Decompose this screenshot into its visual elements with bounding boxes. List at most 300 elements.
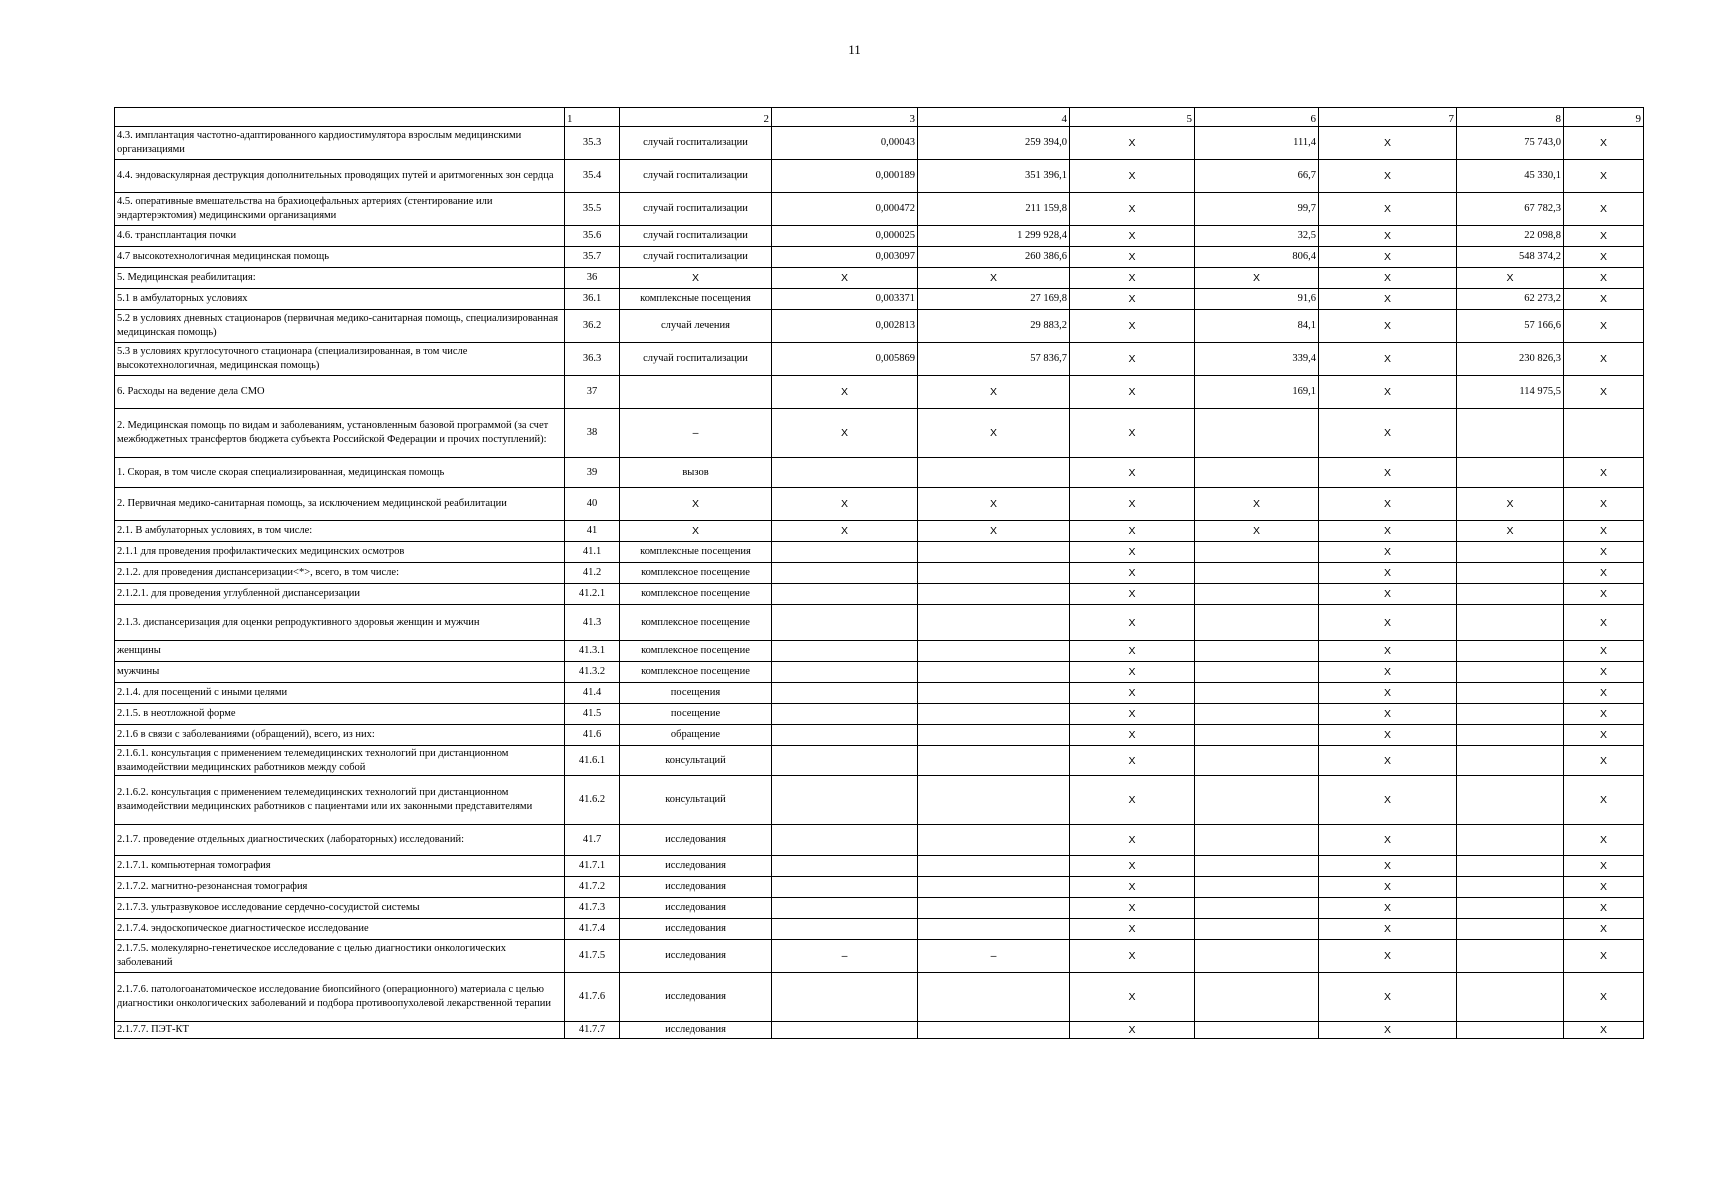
row-name-cell: 2.1.6.2. консультация с применением телемедицинских технологий при дистанционном взаимодействии медицинских работников с пациентами или их законными представителями (115, 776, 565, 825)
row-col8-cell (1457, 940, 1564, 973)
row-col4-cell (918, 919, 1070, 940)
table-row (115, 343, 1644, 376)
header-cell: 8 (1457, 108, 1564, 127)
header-row (115, 108, 1644, 127)
row-code-cell: 41.6.1 (565, 746, 620, 776)
row-code-cell: 35.4 (565, 160, 620, 193)
row-unit-cell: X (620, 521, 772, 542)
row-col9-cell (1564, 409, 1644, 458)
row-unit-cell: комплексные посещения (620, 542, 772, 563)
row-col8-cell (1457, 683, 1564, 704)
row-name-cell: 2.1.3. диспансеризация для оценки репродуктивного здоровья женщин и мужчин (115, 605, 565, 641)
row-col5-cell: X (1070, 289, 1195, 310)
row-col9-cell: X (1564, 310, 1644, 343)
row-code-cell: 41.3.2 (565, 662, 620, 683)
row-col7-cell: X (1319, 973, 1457, 1022)
row-unit-cell: посещение (620, 704, 772, 725)
row-col3-cell (772, 725, 918, 746)
row-col9-cell: X (1564, 1022, 1644, 1039)
row-col8-cell (1457, 973, 1564, 1022)
row-col9-cell: X (1564, 919, 1644, 940)
row-code-cell: 36.2 (565, 310, 620, 343)
table-row (115, 268, 1644, 289)
row-col6-cell (1195, 584, 1319, 605)
row-col5-cell: X (1070, 704, 1195, 725)
row-col7-cell: X (1319, 898, 1457, 919)
row-code-cell: 36 (565, 268, 620, 289)
row-col9-cell: X (1564, 521, 1644, 542)
row-col4-cell (918, 825, 1070, 856)
row-col6-cell (1195, 898, 1319, 919)
row-col4-cell (918, 898, 1070, 919)
row-col6-cell (1195, 725, 1319, 746)
row-code-cell: 41.5 (565, 704, 620, 725)
row-unit-cell: исследования (620, 856, 772, 877)
row-name-cell: 2. Медицинская помощь по видам и заболеваниям, установленным базовой программой (за счет межбюджетных трансфертов бюджета субъекта Российской Федерации и прочих поступлений): (115, 409, 565, 458)
row-col5-cell: X (1070, 641, 1195, 662)
row-col7-cell: X (1319, 193, 1457, 226)
row-col9-cell: X (1564, 584, 1644, 605)
row-col5-cell: X (1070, 973, 1195, 1022)
row-col7-cell: X (1319, 127, 1457, 160)
row-code-cell: 41.7 (565, 825, 620, 856)
row-col6-cell (1195, 563, 1319, 584)
row-code-cell: 41.3.1 (565, 641, 620, 662)
row-col7-cell: X (1319, 268, 1457, 289)
row-col3-cell (772, 542, 918, 563)
row-col3-cell (772, 683, 918, 704)
row-name-cell: 5.3 в условиях круглосуточного стационара (специализированная, в том числе высокотехнологичная, медицинская помощь) (115, 343, 565, 376)
row-col6-cell: X (1195, 268, 1319, 289)
row-col9-cell: X (1564, 641, 1644, 662)
row-code-cell: 41.7.2 (565, 877, 620, 898)
row-col4-cell: X (918, 521, 1070, 542)
row-col7-cell: X (1319, 605, 1457, 641)
table-row (115, 376, 1644, 409)
row-unit-cell: случай лечения (620, 310, 772, 343)
row-col8-cell (1457, 563, 1564, 584)
table-row (115, 877, 1644, 898)
header-cell: 3 (772, 108, 918, 127)
table-row (115, 247, 1644, 268)
row-unit-cell: случай госпитализации (620, 343, 772, 376)
row-col6-cell (1195, 409, 1319, 458)
row-col9-cell: X (1564, 973, 1644, 1022)
row-code-cell: 37 (565, 376, 620, 409)
row-col7-cell: X (1319, 563, 1457, 584)
row-code-cell: 41.6 (565, 725, 620, 746)
row-unit-cell: исследования (620, 919, 772, 940)
row-col7-cell: X (1319, 488, 1457, 521)
row-col7-cell: X (1319, 584, 1457, 605)
row-unit-cell: комплексное посещение (620, 563, 772, 584)
row-col4-cell: 211 159,8 (918, 193, 1070, 226)
row-name-cell: 4.4. эндоваскулярная деструкция дополнительных проводящих путей и аритмогенных зон сердца (115, 160, 565, 193)
row-code-cell: 39 (565, 458, 620, 488)
row-col6-cell: 91,6 (1195, 289, 1319, 310)
row-col5-cell: X (1070, 898, 1195, 919)
row-col4-cell (918, 746, 1070, 776)
row-col8-cell: 22 098,8 (1457, 226, 1564, 247)
row-col7-cell: X (1319, 376, 1457, 409)
row-col7-cell: X (1319, 226, 1457, 247)
row-code-cell: 41.1 (565, 542, 620, 563)
row-name-cell: 2.1. В амбулаторных условиях, в том числе: (115, 521, 565, 542)
row-name-cell: 2.1.7.7. ПЭТ-КТ (115, 1022, 565, 1039)
table-row (115, 409, 1644, 458)
row-col5-cell: X (1070, 1022, 1195, 1039)
row-col4-cell: 259 394,0 (918, 127, 1070, 160)
row-col3-cell: 0,003097 (772, 247, 918, 268)
row-name-cell: 5. Медицинская реабилитация: (115, 268, 565, 289)
row-col8-cell: X (1457, 488, 1564, 521)
row-col6-cell (1195, 662, 1319, 683)
row-name-cell: мужчины (115, 662, 565, 683)
row-col5-cell: X (1070, 343, 1195, 376)
row-unit-cell: исследования (620, 1022, 772, 1039)
row-col4-cell: X (918, 488, 1070, 521)
row-col9-cell: X (1564, 725, 1644, 746)
row-col5-cell: X (1070, 856, 1195, 877)
row-col5-cell: X (1070, 409, 1195, 458)
row-unit-cell: исследования (620, 940, 772, 973)
table-row (115, 776, 1644, 825)
row-name-cell: 2.1.7.3. ультразвуковое исследование сердечно-сосудистой системы (115, 898, 565, 919)
row-code-cell: 38 (565, 409, 620, 458)
row-col5-cell: X (1070, 247, 1195, 268)
row-col6-cell (1195, 856, 1319, 877)
row-col5-cell: X (1070, 825, 1195, 856)
row-col4-cell: 57 836,7 (918, 343, 1070, 376)
row-col6-cell: X (1195, 521, 1319, 542)
table-row (115, 641, 1644, 662)
row-col8-cell (1457, 542, 1564, 563)
row-name-cell: 4.7 высокотехнологичная медицинская помощь (115, 247, 565, 268)
row-col8-cell (1457, 605, 1564, 641)
table-row (115, 310, 1644, 343)
row-col4-cell: 1 299 928,4 (918, 226, 1070, 247)
row-name-cell: женщины (115, 641, 565, 662)
row-col3-cell: 0,005869 (772, 343, 918, 376)
row-col3-cell (772, 1022, 918, 1039)
row-name-cell: 2.1.7.6. патологоанатомическое исследование биопсийного (операционного) материала с целью диагностики онкологических заболеваний и подбора противоопухолевой лекарственной терапии (115, 973, 565, 1022)
row-name-cell: 2.1.7.4. эндоскопическое диагностическое исследование (115, 919, 565, 940)
row-col6-cell (1195, 877, 1319, 898)
table-row (115, 662, 1644, 683)
row-col3-cell: 0,000025 (772, 226, 918, 247)
row-col6-cell (1195, 776, 1319, 825)
row-code-cell: 36.1 (565, 289, 620, 310)
row-col3-cell: 0,000189 (772, 160, 918, 193)
row-col4-cell (918, 641, 1070, 662)
row-col8-cell: 230 826,3 (1457, 343, 1564, 376)
table-row (115, 488, 1644, 521)
row-col9-cell: X (1564, 127, 1644, 160)
row-name-cell: 4.5. оперативные вмешательства на брахиоцефальных артериях (стентирование или эндартерэктомия) медицинскими организациями (115, 193, 565, 226)
row-col4-cell (918, 563, 1070, 584)
row-col8-cell (1457, 704, 1564, 725)
row-col9-cell: X (1564, 458, 1644, 488)
table-row (115, 160, 1644, 193)
row-code-cell: 35.3 (565, 127, 620, 160)
row-col4-cell (918, 1022, 1070, 1039)
row-col6-cell (1195, 605, 1319, 641)
table-row (115, 898, 1644, 919)
row-col3-cell: 0,002813 (772, 310, 918, 343)
row-name-cell: 2.1.2. для проведения диспансеризации<*>, всего, в том числе: (115, 563, 565, 584)
row-unit-cell: комплексное посещение (620, 641, 772, 662)
row-col5-cell: X (1070, 226, 1195, 247)
table-row (115, 193, 1644, 226)
row-code-cell: 41.7.6 (565, 973, 620, 1022)
row-col7-cell: X (1319, 940, 1457, 973)
row-col8-cell (1457, 919, 1564, 940)
row-col3-cell: X (772, 268, 918, 289)
row-col5-cell: X (1070, 193, 1195, 226)
row-name-cell: 2.1.5. в неотложной форме (115, 704, 565, 725)
data-table (114, 107, 1644, 1039)
row-col5-cell: X (1070, 584, 1195, 605)
table-row (115, 127, 1644, 160)
row-code-cell: 41.2.1 (565, 584, 620, 605)
row-col6-cell: X (1195, 488, 1319, 521)
row-col5-cell: X (1070, 662, 1195, 683)
row-col3-cell (772, 898, 918, 919)
table-row (115, 563, 1644, 584)
row-unit-cell: комплексное посещение (620, 605, 772, 641)
row-col9-cell: X (1564, 605, 1644, 641)
row-col3-cell: 0,00043 (772, 127, 918, 160)
row-col5-cell: X (1070, 683, 1195, 704)
row-col8-cell (1457, 641, 1564, 662)
row-unit-cell: обращение (620, 725, 772, 746)
row-col8-cell: 45 330,1 (1457, 160, 1564, 193)
row-col7-cell: X (1319, 704, 1457, 725)
row-code-cell: 41.6.2 (565, 776, 620, 825)
table-row (115, 973, 1644, 1022)
row-code-cell: 41.4 (565, 683, 620, 704)
row-col3-cell (772, 746, 918, 776)
row-col4-cell: X (918, 376, 1070, 409)
row-col7-cell: X (1319, 725, 1457, 746)
row-code-cell: 41.7.1 (565, 856, 620, 877)
table-row (115, 746, 1644, 776)
row-col3-cell: X (772, 409, 918, 458)
row-col5-cell: X (1070, 458, 1195, 488)
row-col4-cell (918, 605, 1070, 641)
row-col5-cell: X (1070, 310, 1195, 343)
row-unit-cell: исследования (620, 898, 772, 919)
row-col3-cell: X (772, 521, 918, 542)
row-col7-cell: X (1319, 856, 1457, 877)
row-col8-cell (1457, 409, 1564, 458)
row-name-cell: 2.1.2.1. для проведения углубленной диспансеризации (115, 584, 565, 605)
row-col8-cell (1457, 746, 1564, 776)
row-col5-cell: X (1070, 542, 1195, 563)
table-row (115, 458, 1644, 488)
row-col9-cell: X (1564, 856, 1644, 877)
header-cell: 7 (1319, 108, 1457, 127)
row-col3-cell (772, 584, 918, 605)
row-col8-cell: 57 166,6 (1457, 310, 1564, 343)
row-col8-cell: 75 743,0 (1457, 127, 1564, 160)
row-col5-cell: X (1070, 127, 1195, 160)
row-col3-cell (772, 458, 918, 488)
row-col9-cell: X (1564, 289, 1644, 310)
row-col7-cell: X (1319, 746, 1457, 776)
row-code-cell: 41.7.5 (565, 940, 620, 973)
row-code-cell: 41 (565, 521, 620, 542)
row-col4-cell: X (918, 268, 1070, 289)
row-name-cell: 4.3. имплантация частотно-адаптированного кардиостимулятора взрослым медицинскими организациями (115, 127, 565, 160)
row-col5-cell: X (1070, 268, 1195, 289)
row-col3-cell (772, 877, 918, 898)
row-col9-cell: X (1564, 193, 1644, 226)
row-code-cell: 36.3 (565, 343, 620, 376)
row-col4-cell: 351 396,1 (918, 160, 1070, 193)
row-col5-cell: X (1070, 488, 1195, 521)
row-col4-cell: 29 883,2 (918, 310, 1070, 343)
table-row (115, 605, 1644, 641)
row-col6-cell (1195, 940, 1319, 973)
row-col6-cell (1195, 458, 1319, 488)
row-name-cell: 2.1.4. для посещений с иными целями (115, 683, 565, 704)
row-unit-cell: исследования (620, 877, 772, 898)
row-name-cell: 2.1.7.1. компьютерная томография (115, 856, 565, 877)
row-col4-cell: – (918, 940, 1070, 973)
row-name-cell: 5.2 в условиях дневных стационаров (первичная медико-санитарная помощь, специализированная медицинская помощь) (115, 310, 565, 343)
row-col6-cell: 339,4 (1195, 343, 1319, 376)
table-row (115, 1022, 1644, 1039)
row-unit-cell (620, 376, 772, 409)
table-row (115, 856, 1644, 877)
row-code-cell: 41.2 (565, 563, 620, 584)
row-col6-cell: 66,7 (1195, 160, 1319, 193)
row-col8-cell (1457, 725, 1564, 746)
row-col4-cell (918, 776, 1070, 825)
row-col6-cell (1195, 1022, 1319, 1039)
row-name-cell: 2.1.7.5. молекулярно-генетическое исследование с целью диагностики онкологических заболеваний (115, 940, 565, 973)
row-col3-cell: X (772, 376, 918, 409)
table-row (115, 825, 1644, 856)
row-unit-cell: комплексное посещение (620, 662, 772, 683)
row-name-cell: 4.6. трансплантация почки (115, 226, 565, 247)
row-col8-cell (1457, 856, 1564, 877)
row-col6-cell: 111,4 (1195, 127, 1319, 160)
header-cell: 1 (565, 108, 620, 127)
row-col9-cell: X (1564, 268, 1644, 289)
row-col3-cell (772, 919, 918, 940)
row-col6-cell (1195, 683, 1319, 704)
row-name-cell: 5.1 в амбулаторных условиях (115, 289, 565, 310)
row-col7-cell: X (1319, 542, 1457, 563)
row-col3-cell (772, 605, 918, 641)
row-col7-cell: X (1319, 289, 1457, 310)
row-col4-cell (918, 973, 1070, 1022)
row-col7-cell: X (1319, 343, 1457, 376)
row-col9-cell: X (1564, 940, 1644, 973)
row-col8-cell: 548 374,2 (1457, 247, 1564, 268)
table-row (115, 584, 1644, 605)
header-cell: 5 (1070, 108, 1195, 127)
row-col5-cell: X (1070, 521, 1195, 542)
row-col7-cell: X (1319, 310, 1457, 343)
row-col8-cell: X (1457, 521, 1564, 542)
row-col4-cell: X (918, 409, 1070, 458)
row-col8-cell: 67 782,3 (1457, 193, 1564, 226)
row-name-cell: 1. Скорая, в том числе скорая специализированная, медицинская помощь (115, 458, 565, 488)
row-col4-cell (918, 662, 1070, 683)
table-row (115, 542, 1644, 563)
row-col7-cell: X (1319, 776, 1457, 825)
row-col9-cell: X (1564, 683, 1644, 704)
row-col9-cell: X (1564, 898, 1644, 919)
table-row (115, 940, 1644, 973)
row-col3-cell (772, 563, 918, 584)
row-unit-cell: исследования (620, 973, 772, 1022)
row-col6-cell: 99,7 (1195, 193, 1319, 226)
row-col9-cell: X (1564, 343, 1644, 376)
row-col3-cell (772, 662, 918, 683)
row-unit-cell: X (620, 488, 772, 521)
row-code-cell: 41.7.4 (565, 919, 620, 940)
row-col7-cell: X (1319, 409, 1457, 458)
row-unit-cell: – (620, 409, 772, 458)
row-col7-cell: X (1319, 825, 1457, 856)
row-col6-cell (1195, 825, 1319, 856)
row-unit-cell: случай госпитализации (620, 247, 772, 268)
row-col7-cell: X (1319, 458, 1457, 488)
row-col8-cell (1457, 662, 1564, 683)
row-unit-cell: посещения (620, 683, 772, 704)
row-col9-cell: X (1564, 226, 1644, 247)
row-col6-cell (1195, 973, 1319, 1022)
row-col4-cell (918, 683, 1070, 704)
row-col5-cell: X (1070, 746, 1195, 776)
header-cell: 6 (1195, 108, 1319, 127)
row-col9-cell: X (1564, 746, 1644, 776)
table-row (115, 725, 1644, 746)
row-col3-cell (772, 776, 918, 825)
row-col9-cell: X (1564, 247, 1644, 268)
row-name-cell: 2.1.7. проведение отдельных диагностических (лабораторных) исследований: (115, 825, 565, 856)
row-col9-cell: X (1564, 662, 1644, 683)
row-col8-cell (1457, 898, 1564, 919)
row-col7-cell: X (1319, 247, 1457, 268)
row-col8-cell (1457, 776, 1564, 825)
row-col3-cell: 0,003371 (772, 289, 918, 310)
row-col5-cell: X (1070, 919, 1195, 940)
row-col5-cell: X (1070, 160, 1195, 193)
row-name-cell: 2.1.7.2. магнитно-резонансная томография (115, 877, 565, 898)
row-col3-cell (772, 973, 918, 1022)
row-col3-cell: 0,000472 (772, 193, 918, 226)
row-col6-cell: 806,4 (1195, 247, 1319, 268)
row-col8-cell: X (1457, 268, 1564, 289)
row-col7-cell: X (1319, 641, 1457, 662)
row-col8-cell: 62 273,2 (1457, 289, 1564, 310)
row-col4-cell (918, 725, 1070, 746)
row-unit-cell: комплексное посещение (620, 584, 772, 605)
row-unit-cell: комплексные посещения (620, 289, 772, 310)
table-row (115, 683, 1644, 704)
row-col7-cell: X (1319, 683, 1457, 704)
row-col9-cell: X (1564, 776, 1644, 825)
header-cell: 4 (918, 108, 1070, 127)
row-col9-cell: X (1564, 704, 1644, 725)
row-col7-cell: X (1319, 1022, 1457, 1039)
row-name-cell: 2. Первичная медико-санитарная помощь, за исключением медицинской реабилитации (115, 488, 565, 521)
